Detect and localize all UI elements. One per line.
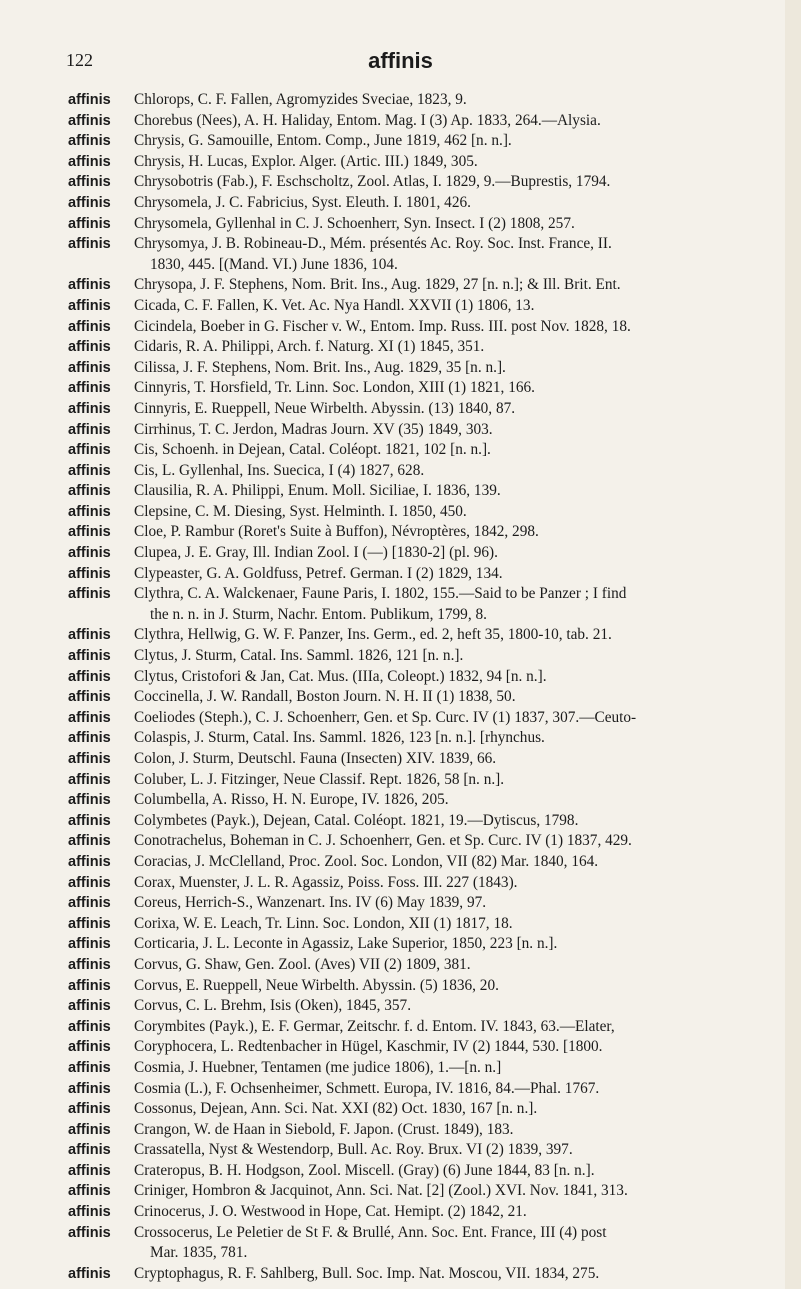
entry-line: Cidaris, R. A. Philippi, Arch. f. Naturg. XI (1) 1845, 351.	[134, 338, 485, 356]
entry-line: Cosmia, J. Huebner, Tentamen (me judice 1806), 1.—[n. n.]	[134, 1058, 502, 1076]
entry-keyword: affinis	[68, 483, 111, 500]
entry-keyword: affinis	[68, 1142, 111, 1159]
entry-text	[134, 1079, 786, 1100]
entry-text	[134, 1181, 786, 1202]
list-item	[0, 317, 801, 338]
entry-keyword: affinis	[68, 462, 111, 479]
list-item	[0, 934, 801, 955]
entry-text	[134, 1017, 786, 1038]
entry-text	[134, 831, 786, 852]
entry-text	[134, 914, 786, 935]
entry-keyword: affinis	[68, 956, 111, 973]
entry-keyword: affinis	[68, 545, 111, 562]
entry-line: Coreus, Herrich-S., Wanzenart. Ins. IV (6) May 1839, 97.	[134, 894, 487, 912]
entry-line: Cryptophagus, R. F. Sahlberg, Bull. Soc. Imp. Nat. Moscou, VII. 1834, 275.	[134, 1264, 600, 1282]
entry-line: Clytus, J. Sturm, Catal. Ins. Samml. 1826, 121 [n. n.].	[134, 647, 464, 665]
entry-text	[134, 625, 786, 646]
list-item	[0, 770, 801, 791]
entry-keyword: affinis	[68, 153, 111, 170]
list-item	[0, 955, 801, 976]
entry-line: Colon, J. Sturm, Deutschl. Fauna (Insecten) XIV. 1839, 66.	[134, 750, 497, 767]
list-item	[0, 172, 801, 193]
entry-keyword: affinis	[68, 998, 111, 1015]
entry-text	[134, 1223, 786, 1264]
entry-keyword: affinis	[68, 668, 111, 685]
page-number: 122	[66, 50, 93, 70]
entry-keyword: affinis	[68, 1080, 111, 1097]
list-item	[0, 708, 801, 729]
entry-text	[134, 873, 786, 894]
entry-line: Coracias, J. McClelland, Proc. Zool. Soc. London, VII (82) Mar. 1840, 164.	[134, 852, 599, 870]
entry-text	[134, 399, 786, 420]
entry-text	[134, 172, 786, 193]
entry-keyword: affinis	[68, 730, 111, 747]
entry-line: Chrysobotris (Fab.), F. Eschscholtz, Zool. Atlas, I. 1829, 9.—Buprestis, 1794.	[134, 173, 611, 191]
entry-keyword: affinis	[68, 297, 111, 314]
entry-keyword: affinis	[68, 1039, 111, 1056]
entry-keyword: affinis	[68, 339, 111, 356]
entry-line: Chrysomela, J. C. Fabricius, Syst. Eleuth. I. 1801, 426.	[134, 193, 471, 211]
list-item	[0, 481, 801, 502]
entry-line: Chrysopa, J. F. Stephens, Nom. Brit. Ins., Aug. 1829, 27 [n. n.]; & Ill. Brit. Ent.	[134, 276, 621, 294]
list-item	[0, 522, 801, 543]
list-item	[0, 337, 801, 358]
entry-keyword: affinis	[68, 565, 111, 582]
entry-line: Criniger, Hombron & Jacquinot, Ann. Sci. Nat. [2] (Zool.) XVI. Nov. 1841, 313.	[134, 1182, 628, 1200]
entry-text	[134, 111, 786, 132]
entry-text	[134, 1037, 786, 1058]
entry-line: Chorebus (Nees), A. H. Haliday, Entom. Mag. I (3) Ap. 1833, 264.—Alysia.	[134, 111, 601, 129]
list-item	[0, 440, 801, 461]
list-item	[0, 728, 801, 749]
entry-continuation: the n. n. in J. Sturm, Nachr. Entom. Publikum, 1799, 8.	[150, 605, 487, 623]
entry-line: Cosmia (L.), F. Ochsenheimer, Schmett. Europa, IV. 1816, 84.—Phal. 1767.	[134, 1079, 600, 1097]
entry-line: Colymbetes (Payk.), Dejean, Catal. Coléopt. 1821, 19.—Dytiscus, 1798.	[134, 811, 579, 829]
entry-keyword: affinis	[68, 895, 111, 912]
entry-text	[134, 687, 786, 708]
entry-keyword: affinis	[68, 133, 111, 150]
entry-line: Chrysomela, Gyllenhal in C. J. Schoenherr, Syn. Insect. I (2) 1808, 257.	[134, 214, 575, 232]
list-item	[0, 234, 801, 275]
entry-keyword: affinis	[68, 1204, 111, 1221]
entry-keyword: affinis	[68, 1265, 111, 1282]
entry-continuation: 1830, 445. [(Mand. VI.) June 1836, 104.	[150, 255, 398, 273]
entry-line: Clytus, Cristofori & Jan, Cat. Mus. (IIIa, Coleopt.) 1832, 94 [n. n.].	[134, 667, 547, 685]
entry-keyword: affinis	[68, 174, 111, 191]
entry-text	[134, 358, 786, 379]
list-item	[0, 749, 801, 770]
entry-keyword: affinis	[68, 915, 111, 932]
entry-keyword: affinis	[68, 874, 111, 891]
entry-text	[134, 131, 786, 152]
entry-text	[134, 420, 786, 441]
entry-line: Corvus, E. Rueppell, Neue Wirbelth. Abyssin. (5) 1836, 20.	[134, 976, 499, 994]
list-item	[0, 1079, 801, 1100]
list-item	[0, 152, 801, 173]
entry-line: Cloe, P. Rambur (Roret's Suite à Buffon), Névroptères, 1842, 298.	[134, 523, 539, 541]
list-item	[0, 873, 801, 894]
entry-text	[134, 337, 786, 358]
entry-text	[134, 440, 786, 461]
entry-keyword: affinis	[68, 400, 111, 417]
list-item	[0, 358, 801, 379]
entry-text	[134, 1140, 786, 1161]
entry-line: Crangon, W. de Haan in Siebold, F. Japon. (Crust. 1849), 183.	[134, 1120, 514, 1138]
entry-keyword: affinis	[68, 648, 111, 665]
entry-line: Chrysis, G. Samouille, Entom. Comp., June 1819, 462 [n. n.].	[134, 132, 512, 150]
list-item	[0, 1161, 801, 1182]
entry-line: Corax, Muenster, J. L. R. Agassiz, Poiss. Foss. III. 227 (1843).	[134, 873, 518, 891]
entry-line: Corvus, G. Shaw, Gen. Zool. (Aves) VII (2) 1809, 381.	[134, 955, 471, 973]
list-item	[0, 378, 801, 399]
list-item	[0, 625, 801, 646]
list-item	[0, 584, 801, 625]
entry-text	[134, 543, 786, 564]
list-item	[0, 90, 801, 111]
entry-line: Chrysis, H. Lucas, Explor. Alger. (Artic. III.) 1849, 305.	[134, 152, 478, 170]
entry-keyword: affinis	[68, 380, 111, 397]
list-item	[0, 893, 801, 914]
entry-line: Clepsine, C. M. Diesing, Syst. Helminth. I. 1850, 450.	[134, 502, 467, 520]
entry-line: Cinnyris, T. Horsfield, Tr. Linn. Soc. London, XIII (1) 1821, 166.	[134, 379, 535, 397]
entry-keyword: affinis	[68, 853, 111, 870]
entry-keyword: affinis	[68, 792, 111, 809]
entry-text	[134, 461, 786, 482]
entry-line: Cicada, C. F. Fallen, K. Vet. Ac. Nya Handl. XXVII (1) 1806, 13.	[134, 296, 535, 314]
entry-keyword: affinis	[68, 503, 111, 520]
entry-line: Clythra, Hellwig, G. W. F. Panzer, Ins. Germ., ed. 2, heft 35, 1800-10, tab. 21.	[134, 626, 612, 644]
list-item	[0, 564, 801, 585]
entry-keyword: affinis	[68, 1183, 111, 1200]
entry-line: Crossocerus, Le Peletier de St F. & Brullé, Ann. Soc. Ent. France, III (4) post	[134, 1223, 607, 1241]
entry-text	[134, 667, 786, 688]
list-item	[0, 131, 801, 152]
entry-text	[134, 934, 786, 955]
list-item	[0, 461, 801, 482]
entry-text	[134, 584, 786, 625]
entry-text	[134, 1161, 786, 1182]
entry-line: Colaspis, J. Sturm, Catal. Ins. Samml. 1826, 123 [n. n.]. [rhynchus.	[134, 729, 545, 747]
entry-text	[134, 1264, 786, 1285]
entry-keyword: affinis	[68, 627, 111, 644]
entry-line: Coryphocera, L. Redtenbacher in Hügel, Kaschmir, IV (2) 1844, 530. [1800.	[134, 1038, 603, 1056]
entry-keyword: affinis	[68, 812, 111, 829]
entry-text	[134, 234, 786, 275]
list-item	[0, 275, 801, 296]
page-edge	[785, 0, 801, 1289]
entry-line: Corvus, C. L. Brehm, Isis (Oken), 1845, 357.	[134, 997, 412, 1015]
entry-keyword: affinis	[68, 689, 111, 706]
entry-line: Columbella, A. Risso, H. N. Europe, IV. 1826, 205.	[134, 791, 449, 809]
list-item	[0, 976, 801, 997]
entry-line: Coluber, L. J. Fitzinger, Neue Classif. Rept. 1826, 58 [n. n.].	[134, 770, 505, 788]
entry-keyword: affinis	[68, 277, 111, 294]
entry-text	[134, 976, 786, 997]
entry-keyword: affinis	[68, 977, 111, 994]
entry-line: Crateropus, B. H. Hodgson, Zool. Miscell. (Gray) (6) June 1844, 83 [n. n.].	[134, 1161, 595, 1179]
entry-line: Crinocerus, J. O. Westwood in Hope, Cat. Hemipt. (2) 1842, 21.	[134, 1203, 527, 1221]
entry-keyword: affinis	[68, 586, 111, 603]
entry-line: Cossonus, Dejean, Ann. Sci. Nat. XXI (82) Oct. 1830, 167 [n. n.].	[134, 1100, 538, 1118]
list-item	[0, 852, 801, 873]
entry-keyword: affinis	[68, 1224, 111, 1241]
entry-text	[134, 728, 786, 749]
entry-keyword: affinis	[68, 1018, 111, 1035]
entry-line: Chrysomya, J. B. Robineau-D., Mém. présentés Ac. Roy. Soc. Inst. France, II.	[134, 235, 612, 253]
entry-keyword: affinis	[68, 709, 111, 726]
list-item	[0, 420, 801, 441]
entry-text	[134, 790, 786, 811]
entry-continuation: Mar. 1835, 781.	[150, 1244, 248, 1262]
entry-keyword: affinis	[68, 1121, 111, 1138]
entry-line: Coccinella, J. W. Randall, Boston Journ. N. H. II (1) 1838, 50.	[134, 688, 516, 706]
entry-text	[134, 522, 786, 543]
entry-text	[134, 1202, 786, 1223]
list-item	[0, 687, 801, 708]
list-item	[0, 1223, 801, 1264]
entry-keyword: affinis	[68, 92, 111, 108]
list-item	[0, 996, 801, 1017]
list-item	[0, 646, 801, 667]
entry-keyword: affinis	[68, 524, 111, 541]
list-item	[0, 811, 801, 832]
entry-text	[134, 317, 786, 338]
entry-text	[134, 708, 786, 729]
entry-text	[134, 564, 786, 585]
entry-text	[134, 1058, 786, 1079]
entry-keyword: affinis	[68, 833, 111, 850]
entry-text	[134, 1099, 786, 1120]
list-item	[0, 214, 801, 235]
entry-list	[0, 90, 801, 1284]
entry-keyword: affinis	[68, 421, 111, 438]
entry-keyword: affinis	[68, 112, 111, 129]
entry-keyword: affinis	[68, 771, 111, 788]
entry-keyword: affinis	[68, 936, 111, 953]
list-item	[0, 1140, 801, 1161]
entry-line: Clypeaster, G. A. Goldfuss, Petref. German. I (2) 1829, 134.	[134, 564, 503, 582]
entry-text	[134, 193, 786, 214]
entry-text	[134, 955, 786, 976]
list-item	[0, 1017, 801, 1038]
entry-line: Coeliodes (Steph.), C. J. Schoenherr, Gen. et Sp. Curc. IV (1) 1837, 307.—Ceuto-	[134, 708, 637, 726]
list-item	[0, 111, 801, 132]
entry-line: Clausilia, R. A. Philippi, Enum. Moll. Siciliae, I. 1836, 139.	[134, 482, 501, 500]
entry-line: Cis, L. Gyllenhal, Ins. Suecica, I (4) 1827, 628.	[134, 461, 425, 479]
entry-line: Crassatella, Nyst & Westendorp, Bull. Ac. Roy. Brux. VI (2) 1839, 397.	[134, 1141, 573, 1159]
entry-keyword: affinis	[68, 318, 111, 335]
entry-text	[134, 646, 786, 667]
list-item	[0, 790, 801, 811]
entry-text	[134, 275, 786, 296]
entry-line: Corixa, W. E. Leach, Tr. Linn. Soc. London, XII (1) 1817, 18.	[134, 914, 513, 932]
entry-line: Clythra, C. A. Walckenaer, Faune Paris, I. 1802, 155.—Said to be Panzer ; I find	[134, 585, 627, 603]
entry-line: Cilissa, J. F. Stephens, Nom. Brit. Ins., Aug. 1829, 35 [n. n.].	[134, 358, 506, 376]
list-item	[0, 1058, 801, 1079]
entry-keyword: affinis	[68, 236, 111, 253]
list-item	[0, 1099, 801, 1120]
entry-keyword: affinis	[68, 194, 111, 211]
entry-text	[134, 378, 786, 399]
entry-keyword: affinis	[68, 215, 111, 232]
list-item	[0, 1120, 801, 1141]
entry-line: Cis, Schoenh. in Dejean, Catal. Coléopt. 1821, 102 [n. n.].	[134, 441, 491, 459]
entry-text	[134, 214, 786, 235]
list-item	[0, 1264, 801, 1285]
entry-keyword: affinis	[68, 1059, 111, 1076]
list-item	[0, 1202, 801, 1223]
entry-keyword: affinis	[68, 751, 111, 767]
list-item	[0, 399, 801, 420]
entry-text	[134, 770, 786, 791]
entry-line: Cirrhinus, T. C. Jerdon, Madras Journ. XV (35) 1849, 303.	[134, 420, 493, 438]
entry-line: Conotrachelus, Boheman in C. J. Schoenherr, Gen. et Sp. Curc. IV (1) 1837, 429.	[134, 832, 632, 850]
running-head: affinis	[368, 48, 433, 73]
entry-text	[134, 1120, 786, 1141]
entry-text	[134, 996, 786, 1017]
list-item	[0, 1037, 801, 1058]
entry-text	[134, 811, 786, 832]
entry-line: Corymbites (Payk.), E. F. Germar, Zeitschr. f. d. Entom. IV. 1843, 63.—Elater,	[134, 1017, 615, 1035]
entry-text	[134, 893, 786, 914]
entry-text	[134, 749, 786, 770]
list-item	[0, 296, 801, 317]
list-item	[0, 502, 801, 523]
list-item	[0, 1181, 801, 1202]
entry-text	[134, 296, 786, 317]
entry-line: Clupea, J. E. Gray, Ill. Indian Zool. I (—) [1830-2] (pl. 96).	[134, 544, 498, 562]
entry-line: Chlorops, C. F. Fallen, Agromyzides Sveciae, 1823, 9.	[134, 91, 467, 108]
list-item	[0, 831, 801, 852]
entry-keyword: affinis	[68, 1101, 111, 1118]
entry-keyword: affinis	[68, 442, 111, 459]
list-item	[0, 543, 801, 564]
list-item	[0, 667, 801, 688]
entry-line: Cinnyris, E. Rueppell, Neue Wirbelth. Abyssin. (13) 1840, 87.	[134, 399, 516, 417]
entry-text	[134, 502, 786, 523]
entry-keyword: affinis	[68, 359, 111, 376]
entry-text	[134, 852, 786, 873]
entry-line: Cicindela, Boeber in G. Fischer v. W., Entom. Imp. Russ. III. post Nov. 1828, 18.	[134, 317, 631, 335]
list-item	[0, 914, 801, 935]
entry-text	[134, 481, 786, 502]
entry-text	[134, 152, 786, 173]
list-item	[0, 193, 801, 214]
page-header	[0, 50, 801, 80]
entry-line: Corticaria, J. L. Leconte in Agassiz, Lake Superior, 1850, 223 [n. n.].	[134, 935, 558, 953]
entry-keyword: affinis	[68, 1162, 111, 1179]
entry-text	[134, 90, 786, 111]
